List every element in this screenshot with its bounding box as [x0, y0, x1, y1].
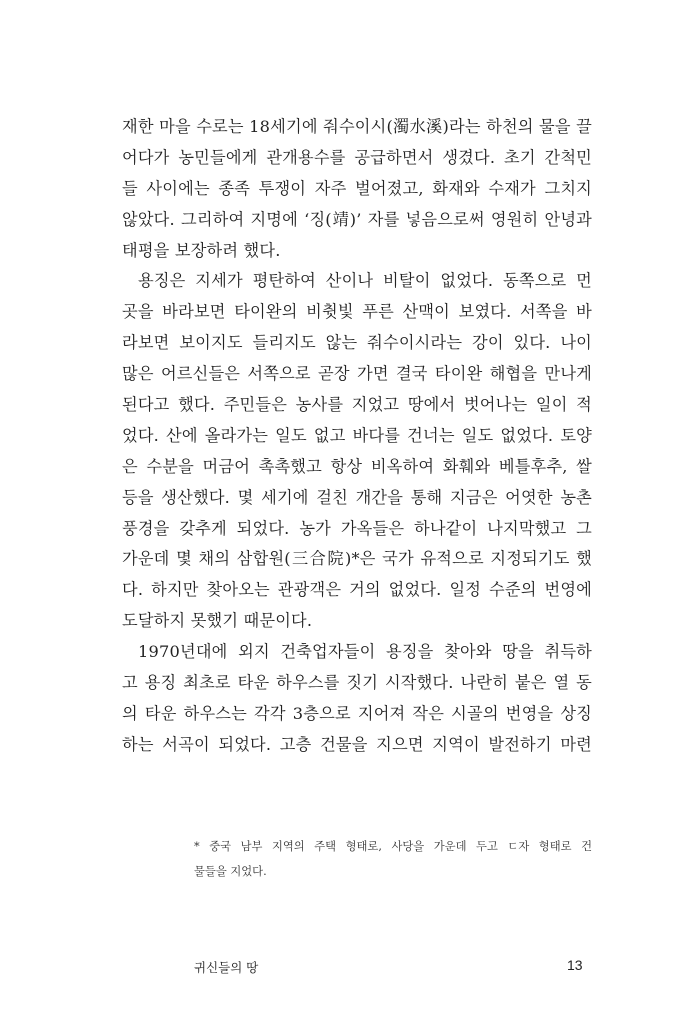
text-line: 하는 서곡이 되었다. 고층 건물을 지으면 지역이 발전하기 마련 — [122, 734, 592, 754]
text-line: 않았다. 그리하여 지명에 ‘징(靖)’ 자를 넣음으로써 영원히 안녕과 — [122, 209, 592, 229]
body-text — [122, 112, 592, 761]
text-line: 풍경을 갖추게 되었다. 농가 가옥들은 하나같이 나지막했고 그 — [122, 518, 592, 538]
text-line: 다. 하지만 찾아오는 관광객은 거의 없었다. 일정 수준의 번영에 — [122, 580, 592, 600]
text-line: 태평을 보장하려 했다. — [122, 240, 281, 260]
running-footer-title: 귀신들의 땅 — [194, 960, 259, 975]
text-line: 1970년대에 외지 건축업자들이 용징을 찾아와 땅을 취득하 — [138, 642, 592, 662]
footnote-line: * 중국 남부 지역의 주택 형태로, 사당을 가운데 두고 ㄷ자 형태로 건 — [194, 840, 592, 853]
text-line: 라보면 보이지도 들리지도 않는 줘수이시라는 강이 있다. 나이 — [122, 333, 592, 353]
text-line: 등을 생산했다. 몇 세기에 걸친 개간을 통해 지금은 어엿한 농촌 — [122, 487, 592, 507]
text-line: 고 용징 최초로 타운 하우스를 짓기 시작했다. 나란히 붙은 열 동 — [122, 673, 592, 693]
text-line: 어다가 농민들에게 관개용수를 공급하면서 생겼다. 초기 간척민 — [122, 147, 592, 167]
text-line: 들 사이에는 종족 투쟁이 자주 벌어졌고, 화재와 수재가 그치지 — [122, 178, 592, 198]
page-number: 13 — [567, 957, 583, 973]
footnote-line: 물들을 지었다. — [194, 865, 267, 878]
text-line: 많은 어르신들은 서쪽으로 곧장 가면 결국 타이완 해협을 만나게 — [122, 364, 592, 384]
text-line: 었다. 산에 올라가는 일도 없고 바다를 건너는 일도 없었다. 토양 — [122, 425, 592, 445]
text-line: 용징은 지세가 평탄하여 산이나 비탈이 없었다. 동쪽으로 먼 — [138, 271, 592, 291]
text-line: 된다고 했다. 주민들은 농사를 지었고 땅에서 벗어나는 일이 적 — [122, 395, 592, 415]
text-line: 가운데 몇 채의 삼합원(三合院)*은 국가 유적으로 지정되기도 했 — [122, 549, 592, 569]
text-line: 도달하지 못했기 때문이다. — [122, 611, 313, 631]
text-line: 재한 마을 수로는 18세기에 줘수이시(濁水溪)라는 하천의 물을 끌 — [122, 117, 592, 136]
text-line: 의 타운 하우스는 각각 3층으로 지어져 작은 시골의 번영을 상징 — [122, 703, 592, 723]
footnote — [194, 834, 592, 884]
text-line: 은 수분을 머금어 촉촉했고 항상 비옥하여 화훼와 베틀후추, 쌀 — [122, 456, 592, 476]
text-line: 곳을 바라보면 타이완의 비췻빛 푸른 산맥이 보였다. 서쪽을 바 — [122, 302, 592, 322]
